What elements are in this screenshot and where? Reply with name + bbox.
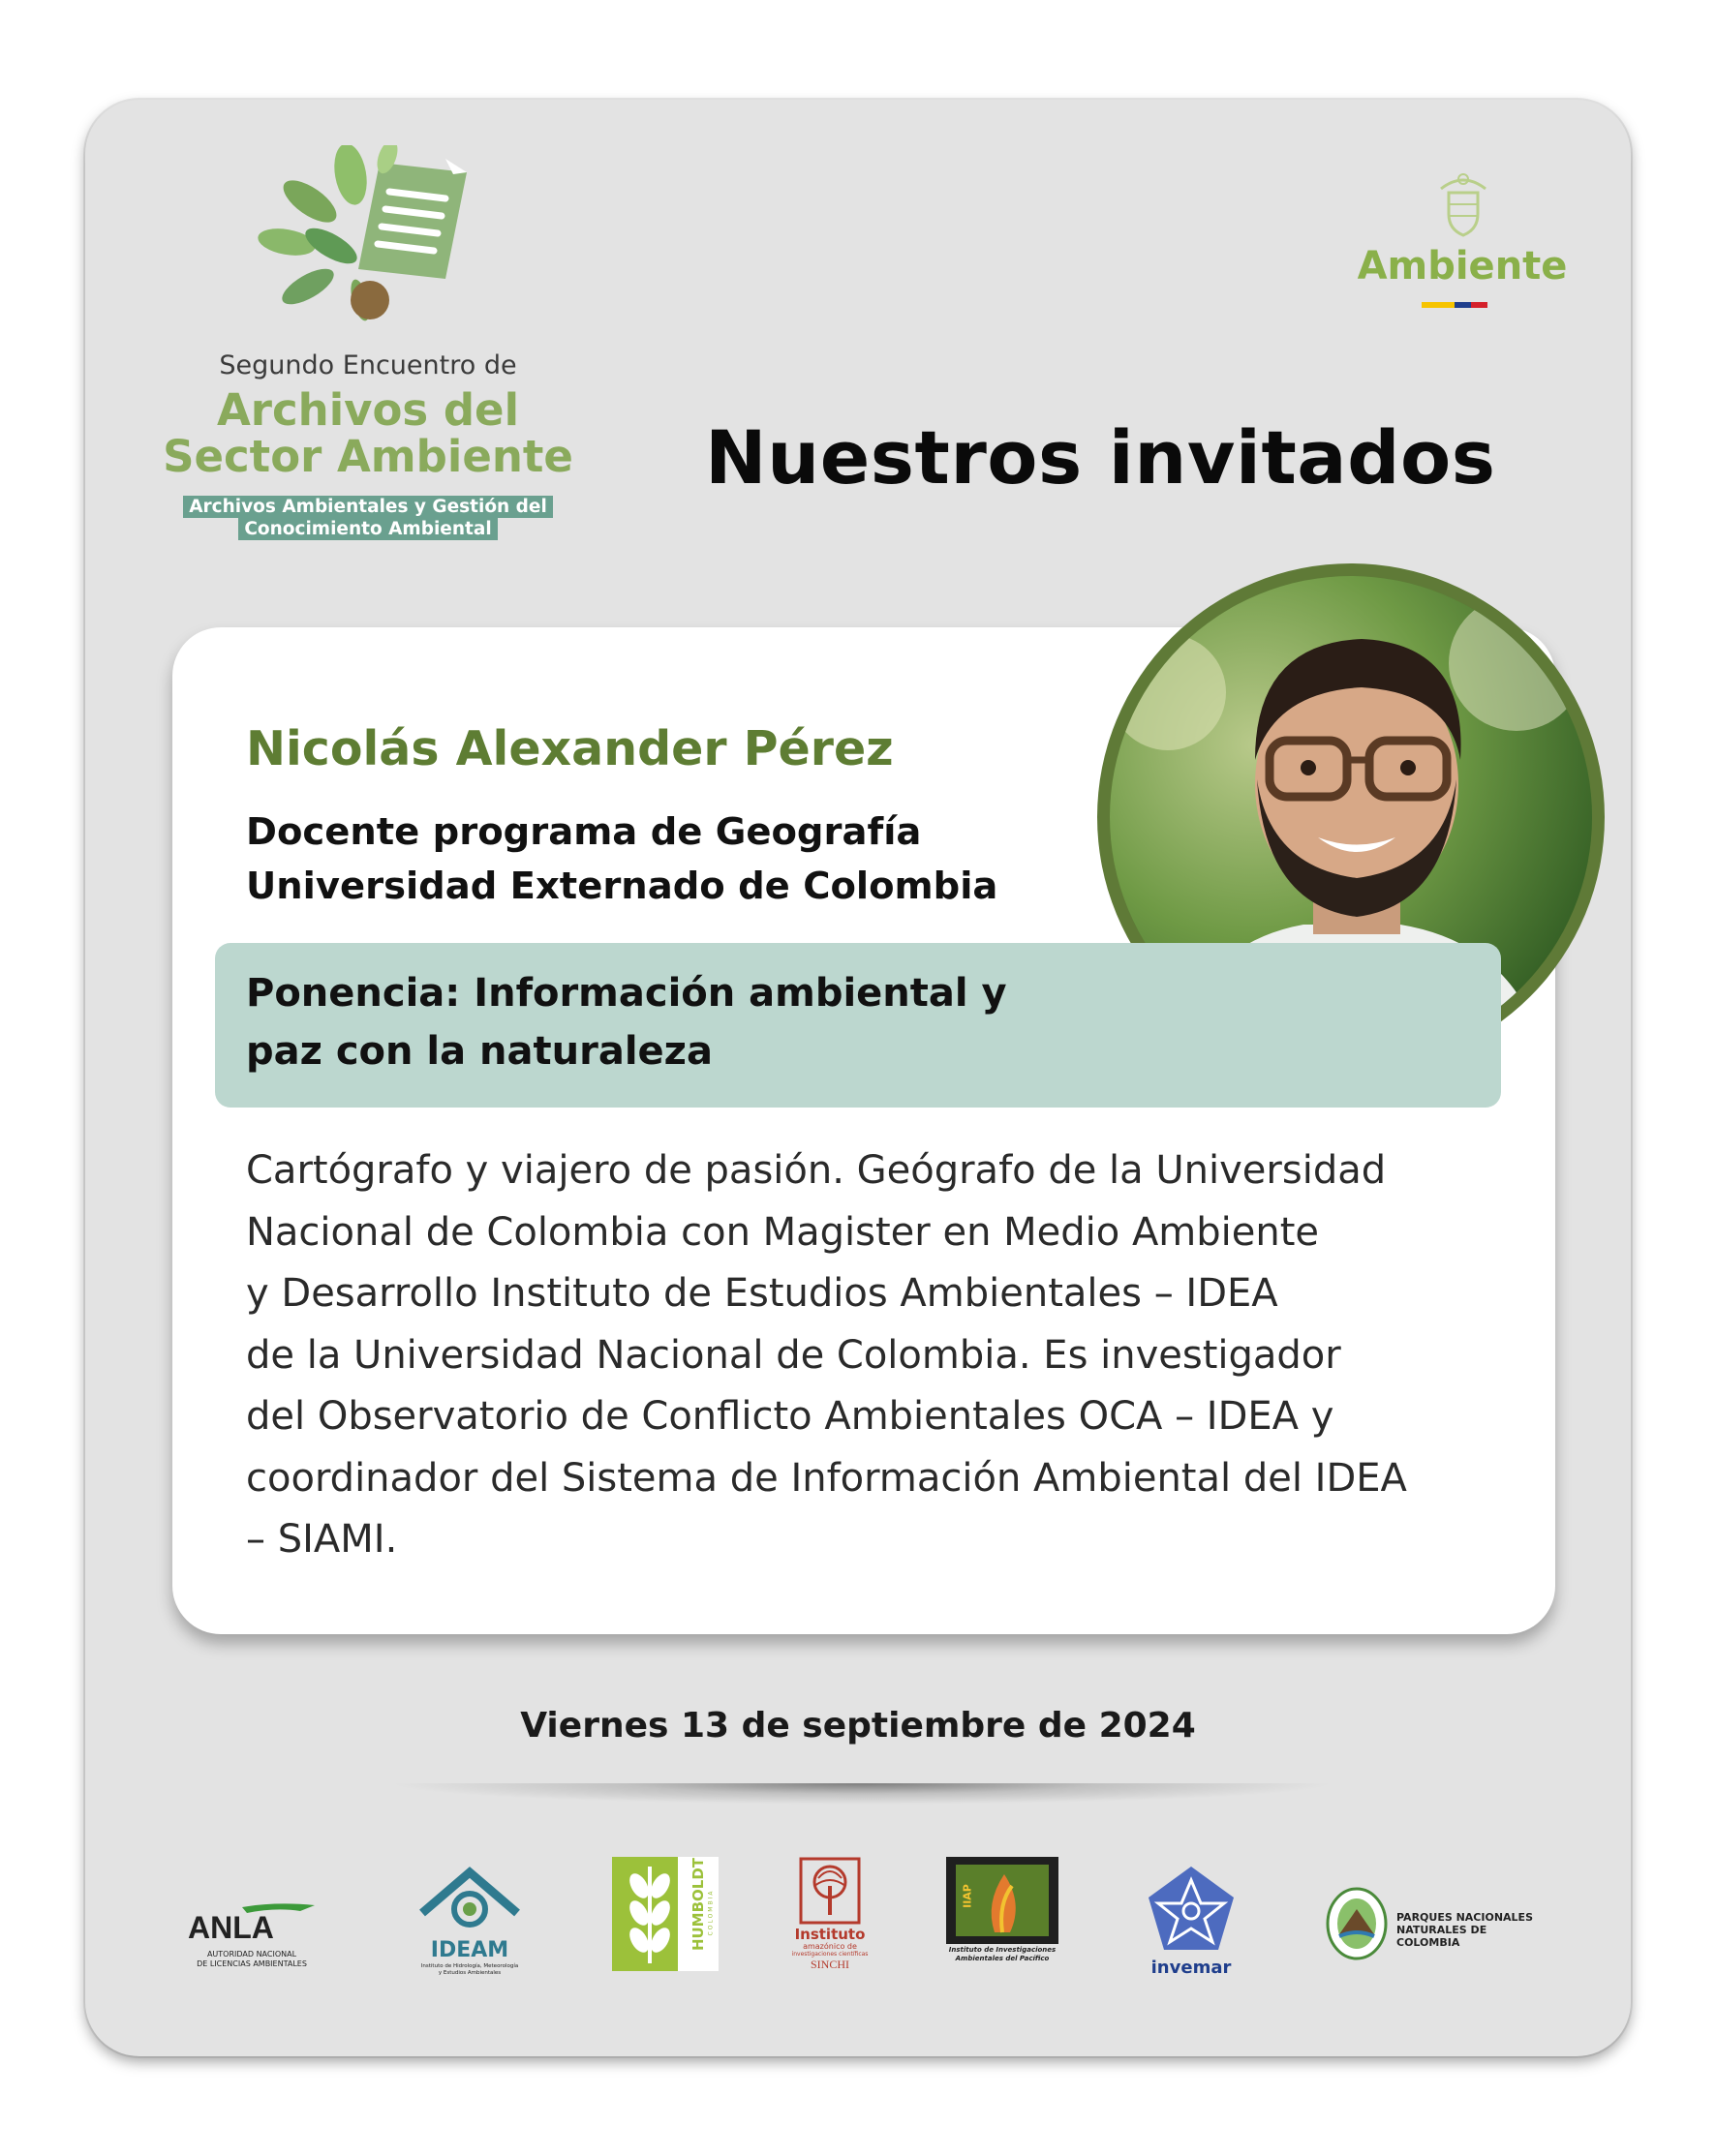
ministry-logo	[1336, 169, 1588, 315]
anla-caption-line2: DE LICENCIAS AMBIENTALES	[197, 1959, 307, 1968]
iiap-caption-line2: Ambientales del Pacífico	[955, 1955, 1050, 1962]
parques-logo	[1325, 1857, 1547, 1983]
event-subtitle-line1: Archivos Ambientales y Gestión del	[183, 496, 553, 518]
speaker-role	[246, 805, 997, 914]
sinchi-line1: Instituto	[794, 1926, 866, 1943]
leaves-document-icon	[252, 145, 484, 349]
anla-caption-line1: AUTORIDAD NACIONAL	[206, 1950, 297, 1959]
page-title: Nuestros invitados	[705, 414, 1496, 501]
event-subtitle	[145, 496, 591, 540]
sinchi-line2: amazónico de	[803, 1942, 857, 1951]
anla-mark: ANLA	[188, 1910, 274, 1945]
sinchi-line4: SINCHI	[810, 1958, 849, 1971]
partner-logos	[0, 1857, 1716, 1992]
iiap-caption-line1: Instituto de Investigaciones	[948, 1946, 1057, 1954]
speaker-name: Nicolás Alexander Pérez	[246, 721, 894, 776]
talk-title-line1: Ponencia: Información ambiental y	[246, 971, 1007, 1016]
event-title-line1: Archivos del	[216, 384, 519, 436]
ideam-caption-line2: y Estudios Ambientales	[438, 1970, 502, 1976]
event-date: Viernes 13 de septiembre de 2024	[520, 1706, 1196, 1746]
invemar-mark: invemar	[1150, 1958, 1232, 1978]
speaker-role-line2: Universidad Externado de Colombia	[246, 865, 998, 908]
ministry-name: Ambiente	[1357, 244, 1568, 288]
coat-of-arms-icon	[1433, 169, 1493, 239]
parques-line1: PARQUES NACIONALES	[1396, 1911, 1533, 1924]
humboldt-mark: HUMBOLDT	[689, 1857, 707, 1952]
talk-title	[246, 964, 1007, 1080]
bio-line: Nacional de Colombia con Magister en Medio Ambiente	[246, 1209, 1320, 1255]
speaker-bio	[246, 1140, 1534, 1571]
talk-title-line2: paz con la naturaleza	[246, 1029, 713, 1074]
ideam-logo	[416, 1857, 523, 1983]
bio-line: de la Universidad Nacional de Colombia. Es investigador	[246, 1332, 1341, 1378]
iiap-logo	[944, 1857, 1060, 1973]
event-title	[145, 384, 591, 482]
bio-line: coordinador del Sistema de Información Ambiental del IDEA	[246, 1455, 1407, 1501]
event-title-line2: Sector Ambiente	[163, 431, 573, 482]
bio-line: y Desarrollo Instituto de Estudios Ambientales – IDEA	[246, 1271, 1278, 1316]
colombia-flag-stripe	[1422, 302, 1487, 308]
bio-line: – SIAMI.	[246, 1517, 398, 1562]
bio-line: del Observatorio de Conflicto Ambientales OCA – IDEA y	[246, 1394, 1334, 1439]
sinchi-logo	[791, 1857, 869, 1983]
invemar-logo	[1143, 1857, 1240, 1983]
parques-line2: NATURALES DE COLOMBIA	[1396, 1924, 1487, 1949]
sinchi-line3: investigaciones científicas	[791, 1951, 869, 1958]
ideam-mark: IDEAM	[430, 1938, 509, 1962]
iiap-mark: IIAP	[961, 1884, 974, 1908]
event-logo	[145, 145, 591, 552]
ideam-caption-line1: Instituto de Hidrología, Meteorología	[420, 1963, 519, 1969]
event-subtitle-line2: Conocimiento Ambiental	[238, 518, 497, 540]
anla-logo	[184, 1857, 320, 1983]
humboldt-logo	[612, 1857, 719, 1971]
bio-line: Cartógrafo y viajero de pasión. Geógrafo de la Universidad	[246, 1148, 1387, 1193]
event-pre-title: Segundo Encuentro de	[219, 350, 517, 380]
speaker-role-line1: Docente programa de Geografía	[246, 810, 922, 854]
divider-shadow	[387, 1783, 1336, 1805]
humboldt-sub: COLOMBIA	[707, 1889, 715, 1936]
